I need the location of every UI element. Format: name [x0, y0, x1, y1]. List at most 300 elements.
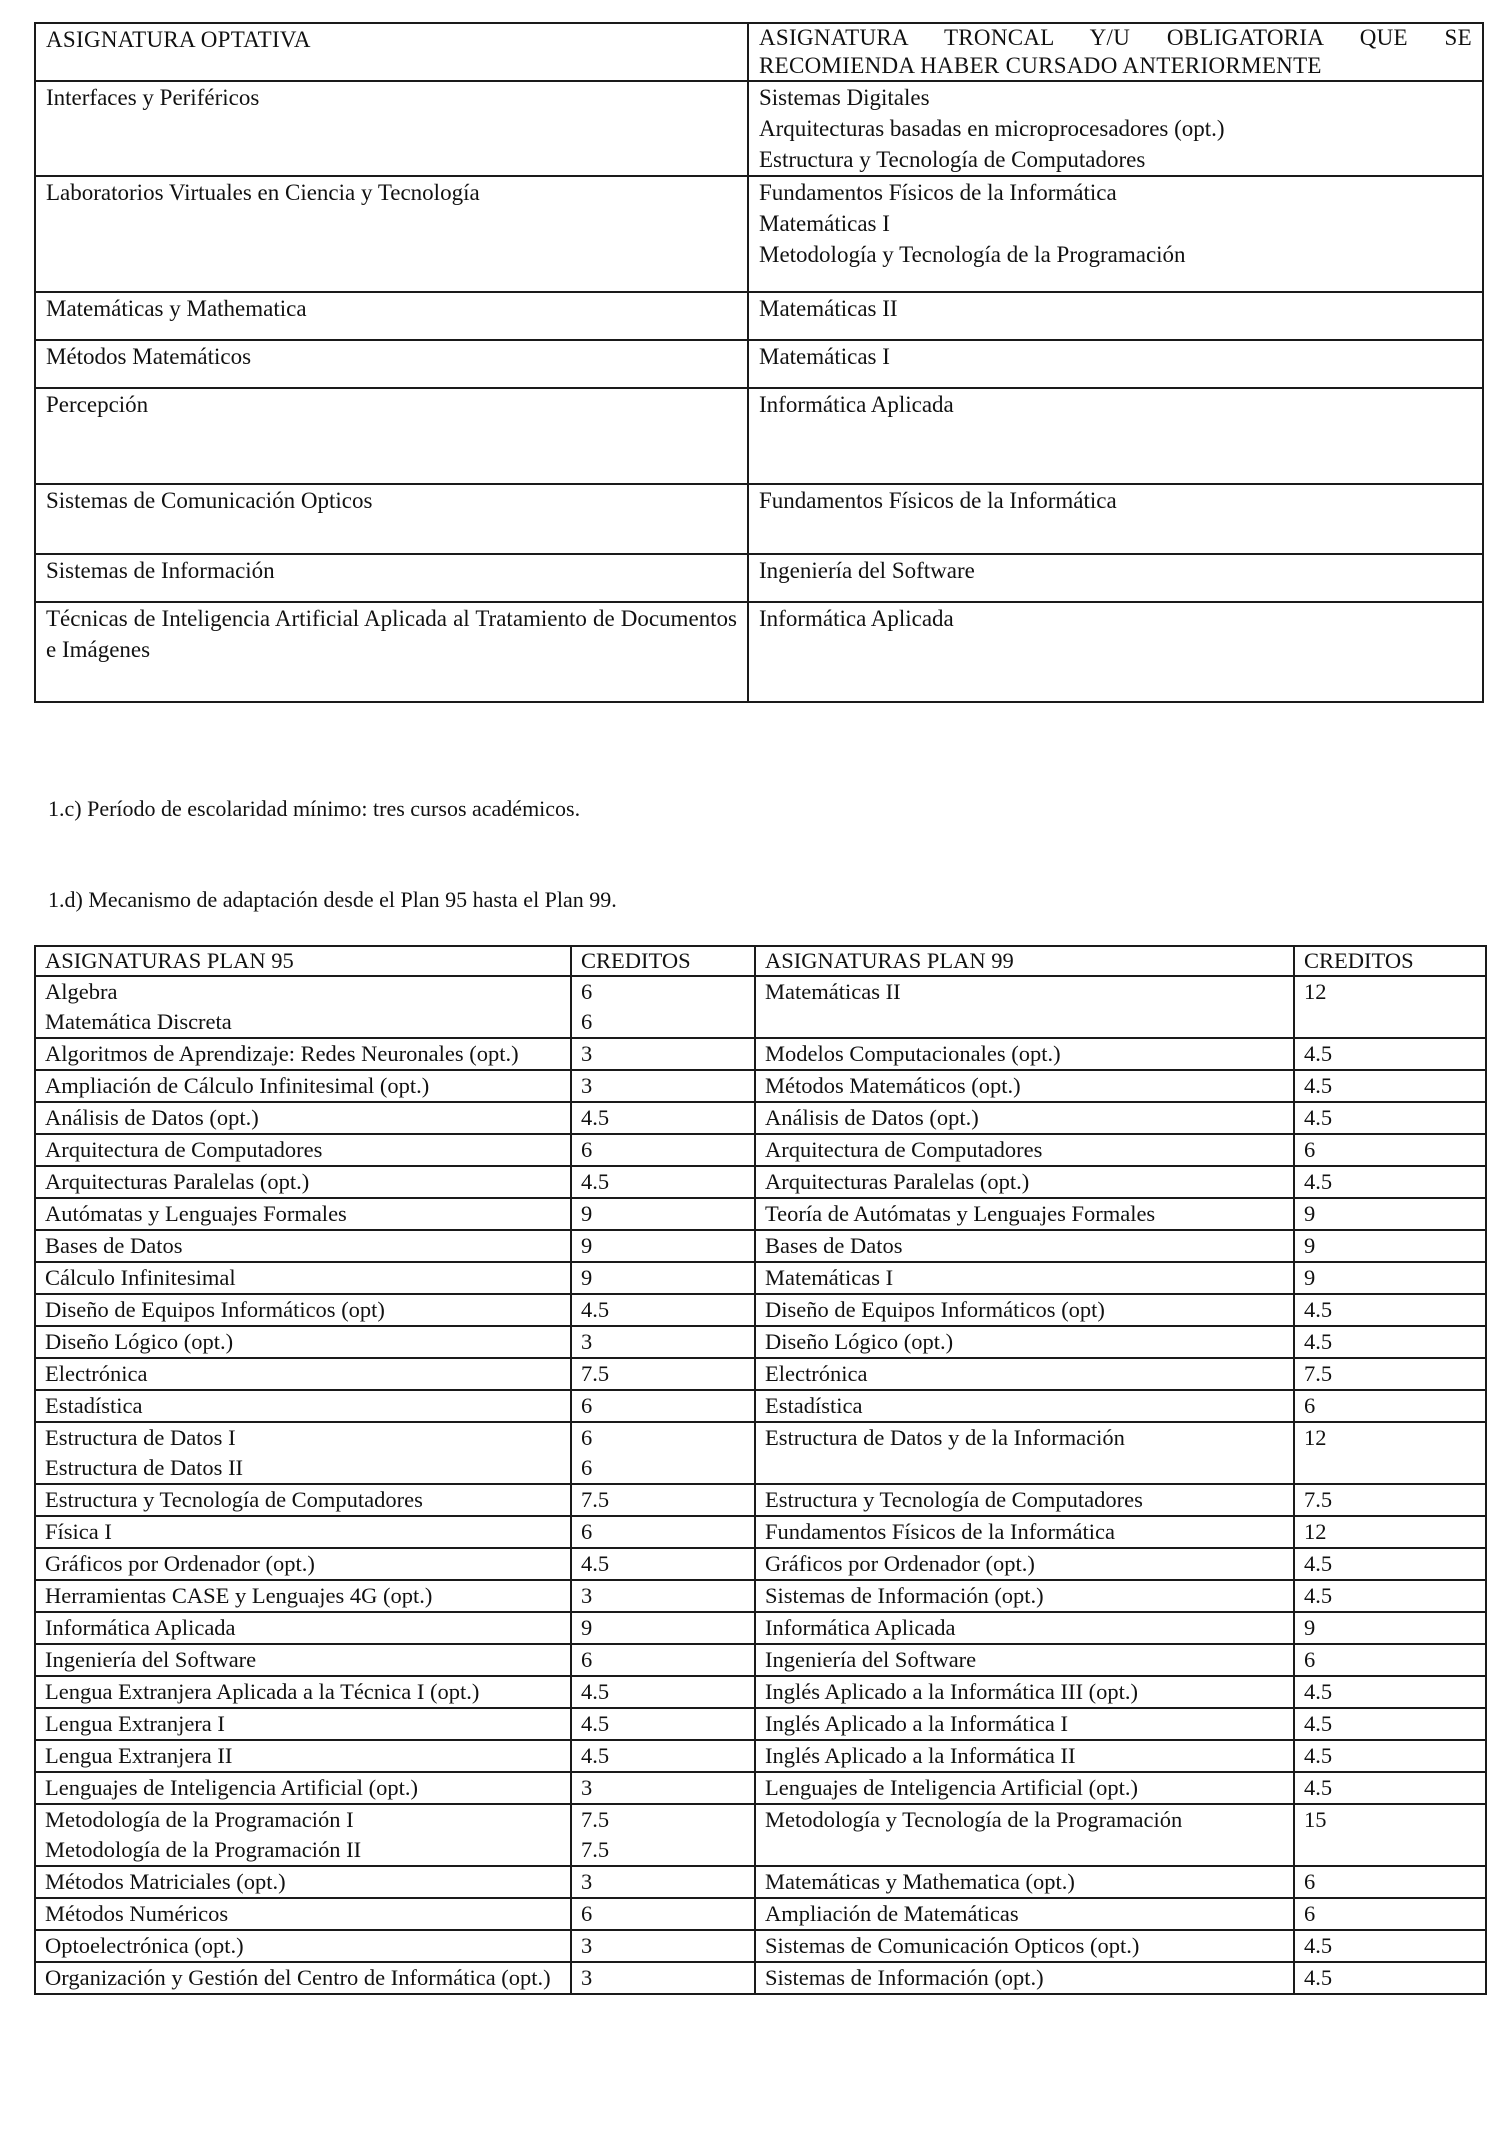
creditos99-cell: [1294, 1262, 1486, 1294]
adaptation-row: [35, 1326, 1486, 1358]
optativa-cell: [35, 292, 748, 340]
optativas-row: [35, 340, 1483, 388]
plan99-cell-line: Inglés Aplicado a la Informática II: [765, 1743, 1076, 1768]
recomendada-cell: [748, 484, 1483, 554]
creditos99-cell: [1294, 1708, 1486, 1740]
creditos99-cell-line: 4.5: [1304, 1169, 1333, 1194]
creditos99-cell: [1294, 1580, 1486, 1612]
creditos99-cell: [1294, 1644, 1486, 1676]
optativas-table: [34, 22, 1484, 703]
plan95-cell: [35, 1484, 571, 1516]
creditos95-cell: [571, 1804, 755, 1866]
creditos99-cell-line: 6: [1304, 1137, 1316, 1162]
creditos95-cell-line: 6: [581, 1009, 593, 1034]
recomendada-cell-line: Matemáticas II: [759, 296, 898, 321]
plan99-cell: [755, 1898, 1294, 1930]
creditos99-cell-line: 12: [1304, 979, 1327, 1004]
plan95-cell-line: Ingeniería del Software: [45, 1647, 257, 1672]
creditos99-cell: [1294, 1198, 1486, 1230]
optativas-row: [35, 484, 1483, 554]
plan95-cell-line: Diseño de Equipos Informáticos (opt): [45, 1297, 385, 1322]
creditos95-cell-line: 4.5: [581, 1679, 610, 1704]
plan99-cell-line: Matemáticas II: [765, 979, 901, 1004]
creditos99-cell-line: 4.5: [1304, 1965, 1333, 1990]
adaptation-row: [35, 1070, 1486, 1102]
plan99-cell: [755, 1708, 1294, 1740]
adaptation-row: [35, 1358, 1486, 1390]
creditos95-cell: [571, 1548, 755, 1580]
creditos95-cell-line: 3: [581, 1329, 593, 1354]
creditos99-cell: [1294, 1166, 1486, 1198]
plan95-cell: [35, 1866, 571, 1898]
plan99-cell-line: Metodología y Tecnología de la Programación: [765, 1807, 1183, 1832]
creditos95-cell-line: 3: [581, 1933, 593, 1958]
creditos99-cell-line: 12: [1304, 1425, 1327, 1450]
plan95-cell-line: Electrónica: [45, 1361, 148, 1386]
creditos99-cell-line: 15: [1304, 1807, 1327, 1832]
plan95-cell: [35, 1548, 571, 1580]
plan95-cell-line: Física I: [45, 1519, 112, 1544]
optativas-row: [35, 388, 1483, 484]
adaptacion-paragraph: 1.d) Mecanismo de adaptación desde el Plan 95 hasta el Plan 99.: [48, 887, 617, 912]
creditos95-cell-line: 4.5: [581, 1743, 610, 1768]
creditos95-cell-line: 6: [581, 1647, 593, 1672]
creditos95-cell: [571, 1230, 755, 1262]
plan95-cell-line: Algebra: [45, 979, 118, 1004]
recomendada-cell: [748, 292, 1483, 340]
optativas-table-body: [35, 23, 1483, 702]
plan95-cell: [35, 1358, 571, 1390]
creditos99-cell-line: 4.5: [1304, 1583, 1333, 1608]
creditos95-cell-line: 9: [581, 1615, 593, 1640]
creditos95-cell-line: 6: [581, 979, 593, 1004]
creditos95-cell: [571, 976, 755, 1038]
creditos99-cell: [1294, 1326, 1486, 1358]
header-recomendada: ASIGNATURA TRONCAL Y/U OBLIGATORIA QUE SE RECOMIENDA HABER CURSADO ANTERIORMENTE: [748, 23, 1483, 81]
plan99-cell: [755, 1422, 1294, 1484]
adaptation-row: [35, 1294, 1486, 1326]
plan99-cell: [755, 1644, 1294, 1676]
adaptation-row: [35, 976, 1486, 1038]
creditos95-cell: [571, 1772, 755, 1804]
creditos99-cell: [1294, 976, 1486, 1038]
optativas-row: [35, 176, 1483, 292]
recomendada-cell: [748, 340, 1483, 388]
creditos95-cell-line: 6: [581, 1901, 593, 1926]
adaptation-header-row: [35, 946, 1486, 976]
creditos95-cell: [571, 1294, 755, 1326]
creditos95-cell-line: 3: [581, 1041, 593, 1066]
plan99-cell-line: Diseño Lógico (opt.): [765, 1329, 954, 1354]
plan95-cell: [35, 1230, 571, 1262]
creditos99-cell: [1294, 1422, 1486, 1484]
creditos99-cell: [1294, 1676, 1486, 1708]
creditos99-cell: [1294, 1070, 1486, 1102]
plan99-cell-line: Gráficos por Ordenador (opt.): [765, 1551, 1035, 1576]
plan99-cell: [755, 1230, 1294, 1262]
creditos95-cell: [571, 1134, 755, 1166]
plan95-cell-line: Ampliación de Cálculo Infinitesimal (opt.): [45, 1073, 430, 1098]
plan99-cell: [755, 1516, 1294, 1548]
creditos99-cell-line: 4.5: [1304, 1679, 1333, 1704]
header-optativa: ASIGNATURA OPTATIVA: [35, 23, 748, 81]
adaptation-table-body: [35, 946, 1486, 1994]
header-creditos99: CREDITOS: [1294, 946, 1486, 976]
creditos95-cell: [571, 1070, 755, 1102]
optativa-cell-line: Matemáticas y Mathematica: [46, 296, 307, 321]
optativas-row: [35, 292, 1483, 340]
plan99-cell-line: Matemáticas y Mathematica (opt.): [765, 1869, 1075, 1894]
plan95-cell-line: Análisis de Datos (opt.): [45, 1105, 259, 1130]
creditos99-cell: [1294, 1548, 1486, 1580]
adaptation-row: [35, 1740, 1486, 1772]
plan95-cell: [35, 1134, 571, 1166]
creditos99-cell: [1294, 1772, 1486, 1804]
optativa-cell: [35, 388, 748, 484]
creditos99-cell-line: 4.5: [1304, 1743, 1333, 1768]
creditos99-cell-line: 4.5: [1304, 1933, 1333, 1958]
adaptation-row: [35, 1102, 1486, 1134]
creditos99-cell-line: 7.5: [1304, 1361, 1333, 1386]
optativa-cell-line: Laboratorios Virtuales en Ciencia y Tecnología: [46, 180, 480, 205]
plan95-cell: [35, 1930, 571, 1962]
header-creditos95: CREDITOS: [571, 946, 755, 976]
creditos99-cell-line: 6: [1304, 1901, 1316, 1926]
recomendada-cell-line: Metodología y Tecnología de la Programación: [759, 242, 1186, 267]
creditos99-cell: [1294, 1294, 1486, 1326]
creditos95-cell-line: 3: [581, 1869, 593, 1894]
header-plan95: ASIGNATURAS PLAN 95: [35, 946, 571, 976]
creditos95-cell: [571, 1898, 755, 1930]
plan95-cell-line: Arquitecturas Paralelas (opt.): [45, 1169, 310, 1194]
plan99-cell: [755, 1038, 1294, 1070]
plan95-cell: [35, 1262, 571, 1294]
creditos95-cell: [571, 1580, 755, 1612]
plan99-cell: [755, 1484, 1294, 1516]
optativa-cell-line: Sistemas de Comunicación Opticos: [46, 488, 373, 513]
plan99-cell-line: Estructura de Datos y de la Información: [765, 1425, 1125, 1450]
creditos99-cell: [1294, 1962, 1486, 1994]
plan95-cell-line: Métodos Numéricos: [45, 1901, 229, 1926]
adaptation-row: [35, 1772, 1486, 1804]
plan95-cell: [35, 1166, 571, 1198]
plan99-cell: [755, 1390, 1294, 1422]
creditos95-cell: [571, 1484, 755, 1516]
plan95-cell-line: Organización y Gestión del Centro de Informática (opt.): [45, 1965, 551, 1990]
creditos95-cell-line: 3: [581, 1965, 593, 1990]
creditos95-cell: [571, 1516, 755, 1548]
plan95-cell-line: Diseño Lógico (opt.): [45, 1329, 234, 1354]
plan95-cell-line: Matemática Discreta: [45, 1009, 232, 1034]
plan95-cell-line: Estructura de Datos II: [45, 1455, 244, 1480]
creditos99-cell: [1294, 1230, 1486, 1262]
plan99-cell-line: Sistemas de Información (opt.): [765, 1965, 1044, 1990]
creditos95-cell: [571, 1038, 755, 1070]
recomendada-cell-line: Estructura y Tecnología de Computadores: [759, 147, 1146, 172]
adaptation-row: [35, 1038, 1486, 1070]
creditos95-cell-line: 9: [581, 1201, 593, 1226]
creditos95-cell-line: 7.5: [581, 1837, 610, 1862]
optativas-header-row: [35, 23, 1483, 81]
plan99-cell: [755, 1676, 1294, 1708]
creditos99-cell-line: 4.5: [1304, 1073, 1333, 1098]
plan99-cell: [755, 1166, 1294, 1198]
plan95-cell: [35, 1294, 571, 1326]
adaptation-row: [35, 1166, 1486, 1198]
plan99-cell-line: Modelos Computacionales (opt.): [765, 1041, 1061, 1066]
plan95-cell: [35, 1580, 571, 1612]
creditos99-cell-line: 9: [1304, 1201, 1316, 1226]
plan99-cell: [755, 1134, 1294, 1166]
creditos95-cell-line: 3: [581, 1775, 593, 1800]
plan99-cell-line: Métodos Matemáticos (opt.): [765, 1073, 1021, 1098]
recomendada-cell-line: Informática Aplicada: [759, 392, 954, 417]
creditos99-cell-line: 9: [1304, 1233, 1316, 1258]
plan99-cell-line: Sistemas de Comunicación Opticos (opt.): [765, 1933, 1140, 1958]
optativa-cell: [35, 176, 748, 292]
optativa-cell: [35, 602, 748, 702]
adaptation-row: [35, 1548, 1486, 1580]
creditos99-cell-line: 7.5: [1304, 1487, 1333, 1512]
plan95-cell-line: Lengua Extranjera II: [45, 1743, 233, 1768]
plan95-cell-line: Lengua Extranjera Aplicada a la Técnica I (opt.): [45, 1679, 480, 1704]
plan95-cell: [35, 1070, 571, 1102]
optativa-cell: [35, 81, 748, 176]
creditos99-cell: [1294, 1102, 1486, 1134]
plan99-cell: [755, 1358, 1294, 1390]
plan99-cell: [755, 1962, 1294, 1994]
optativas-row: [35, 602, 1483, 702]
plan95-cell: [35, 1740, 571, 1772]
creditos99-cell-line: 4.5: [1304, 1041, 1333, 1066]
creditos99-cell: [1294, 1134, 1486, 1166]
optativa-cell-line: Métodos Matemáticos: [46, 344, 252, 369]
optativa-cell: [35, 554, 748, 602]
plan99-cell: [755, 1262, 1294, 1294]
plan95-cell: [35, 1516, 571, 1548]
creditos99-cell-line: 4.5: [1304, 1297, 1333, 1322]
creditos99-cell: [1294, 1740, 1486, 1772]
adaptation-row: [35, 1644, 1486, 1676]
plan99-cell: [755, 1102, 1294, 1134]
recomendada-cell: [748, 81, 1483, 176]
creditos95-cell: [571, 1198, 755, 1230]
plan99-cell-line: Arquitectura de Computadores: [765, 1137, 1043, 1162]
plan99-cell: [755, 1294, 1294, 1326]
plan95-cell: [35, 1708, 571, 1740]
creditos99-cell: [1294, 1898, 1486, 1930]
creditos95-cell: [571, 1930, 755, 1962]
plan99-cell-line: Ampliación de Matemáticas: [765, 1901, 1019, 1926]
creditos95-cell-line: 4.5: [581, 1297, 610, 1322]
plan99-cell: [755, 1772, 1294, 1804]
adaptation-row: [35, 1484, 1486, 1516]
plan95-cell-line: Gráficos por Ordenador (opt.): [45, 1551, 315, 1576]
adaptation-row: [35, 1804, 1486, 1866]
adaptation-row: [35, 1930, 1486, 1962]
plan99-cell-line: Inglés Aplicado a la Informática III (opt.): [765, 1679, 1138, 1704]
creditos99-cell: [1294, 1038, 1486, 1070]
creditos99-cell-line: 4.5: [1304, 1711, 1333, 1736]
creditos99-cell: [1294, 1612, 1486, 1644]
creditos95-cell-line: 7.5: [581, 1807, 610, 1832]
creditos99-cell-line: 9: [1304, 1615, 1316, 1640]
plan99-cell-line: Inglés Aplicado a la Informática I: [765, 1711, 1069, 1736]
plan95-cell-line: Algoritmos de Aprendizaje: Redes Neuronales (opt.): [45, 1041, 519, 1066]
creditos99-cell: [1294, 1866, 1486, 1898]
creditos99-cell: [1294, 1930, 1486, 1962]
plan95-cell: [35, 1422, 571, 1484]
plan95-cell-line: Arquitectura de Computadores: [45, 1137, 323, 1162]
creditos99-cell-line: 9: [1304, 1265, 1316, 1290]
creditos95-cell-line: 6: [581, 1393, 593, 1418]
plan95-cell: [35, 1676, 571, 1708]
creditos95-cell: [571, 1422, 755, 1484]
creditos95-cell-line: 9: [581, 1265, 593, 1290]
creditos95-cell: [571, 1866, 755, 1898]
plan95-cell-line: Lenguajes de Inteligencia Artificial (opt.): [45, 1775, 418, 1800]
recomendada-cell-line: Ingeniería del Software: [759, 558, 975, 583]
optativa-cell-line: Técnicas de Inteligencia Artificial Aplicada al Tratamiento de Documentos e Imágenes: [46, 606, 737, 662]
plan99-cell: [755, 1740, 1294, 1772]
adaptation-row: [35, 1580, 1486, 1612]
creditos95-cell: [571, 1676, 755, 1708]
optativa-cell: [35, 484, 748, 554]
creditos95-cell-line: 3: [581, 1073, 593, 1098]
creditos99-cell-line: 12: [1304, 1519, 1327, 1544]
creditos99-cell-line: 4.5: [1304, 1551, 1333, 1576]
escolaridad-paragraph: 1.c) Período de escolaridad mínimo: tres cursos académicos.: [48, 796, 581, 821]
creditos99-cell-line: 4.5: [1304, 1329, 1333, 1354]
adaptation-row: [35, 1422, 1486, 1484]
recomendada-cell-line: Fundamentos Físicos de la Informática: [759, 488, 1117, 513]
plan99-cell: [755, 1198, 1294, 1230]
plan99-cell-line: Ingeniería del Software: [765, 1647, 977, 1672]
creditos95-cell-line: 6: [581, 1425, 593, 1450]
plan99-cell: [755, 1612, 1294, 1644]
creditos99-cell: [1294, 1390, 1486, 1422]
plan99-cell-line: Estadística: [765, 1393, 863, 1418]
plan95-cell: [35, 1102, 571, 1134]
plan95-cell-line: Lengua Extranjera I: [45, 1711, 225, 1736]
adaptation-row: [35, 1134, 1486, 1166]
plan95-cell: [35, 1612, 571, 1644]
creditos95-cell: [571, 1102, 755, 1134]
creditos95-cell: [571, 1708, 755, 1740]
creditos95-cell: [571, 1326, 755, 1358]
adaptation-row: [35, 1262, 1486, 1294]
plan99-cell-line: Fundamentos Físicos de la Informática: [765, 1519, 1115, 1544]
plan95-cell: [35, 1804, 571, 1866]
plan99-cell-line: Arquitecturas Paralelas (opt.): [765, 1169, 1030, 1194]
plan95-cell-line: Autómatas y Lenguajes Formales: [45, 1201, 347, 1226]
plan95-cell-line: Estadística: [45, 1393, 143, 1418]
adaptation-row: [35, 1676, 1486, 1708]
plan95-cell: [35, 1038, 571, 1070]
creditos95-cell-line: 4.5: [581, 1169, 610, 1194]
creditos95-cell-line: 4.5: [581, 1105, 610, 1130]
recomendada-cell: [748, 554, 1483, 602]
plan99-cell-line: Diseño de Equipos Informáticos (opt): [765, 1297, 1105, 1322]
recomendada-cell-line: Fundamentos Físicos de la Informática: [759, 180, 1117, 205]
optativas-row: [35, 554, 1483, 602]
creditos95-cell-line: 3: [581, 1583, 593, 1608]
plan99-cell-line: Lenguajes de Inteligencia Artificial (opt.): [765, 1775, 1138, 1800]
creditos95-cell-line: 6: [581, 1455, 593, 1480]
plan95-cell-line: Informática Aplicada: [45, 1615, 236, 1640]
adaptation-row: [35, 1516, 1486, 1548]
plan95-cell: [35, 1962, 571, 1994]
creditos99-cell: [1294, 1804, 1486, 1866]
recomendada-cell-line: Matemáticas I: [759, 344, 890, 369]
plan95-cell: [35, 1898, 571, 1930]
creditos95-cell: [571, 1740, 755, 1772]
recomendada-cell: [748, 602, 1483, 702]
plan99-cell-line: Teoría de Autómatas y Lenguajes Formales: [765, 1201, 1156, 1226]
optativa-cell: [35, 340, 748, 388]
creditos99-cell: [1294, 1516, 1486, 1548]
creditos99-cell-line: 6: [1304, 1393, 1316, 1418]
recomendada-cell-line: Informática Aplicada: [759, 606, 954, 631]
creditos95-cell-line: 4.5: [581, 1551, 610, 1576]
adaptation-row: [35, 1962, 1486, 1994]
plan95-cell-line: Estructura y Tecnología de Computadores: [45, 1487, 423, 1512]
plan99-cell: [755, 1548, 1294, 1580]
plan99-cell: [755, 1070, 1294, 1102]
optativa-cell-line: Sistemas de Información: [46, 558, 275, 583]
plan95-cell-line: Cálculo Infinitesimal: [45, 1265, 236, 1290]
creditos95-cell: [571, 1166, 755, 1198]
creditos95-cell-line: 4.5: [581, 1711, 610, 1736]
creditos95-cell: [571, 1612, 755, 1644]
optativa-cell-line: Percepción: [46, 392, 149, 417]
adaptation-row: [35, 1390, 1486, 1422]
creditos95-cell: [571, 1390, 755, 1422]
creditos99-cell-line: 6: [1304, 1869, 1316, 1894]
plan95-cell: [35, 976, 571, 1038]
plan95-cell-line: Herramientas CASE y Lenguajes 4G (opt.): [45, 1583, 433, 1608]
creditos95-cell: [571, 1262, 755, 1294]
plan99-cell: [755, 976, 1294, 1038]
plan99-cell: [755, 1866, 1294, 1898]
adaptation-row: [35, 1230, 1486, 1262]
adaptation-row: [35, 1708, 1486, 1740]
creditos95-cell: [571, 1962, 755, 1994]
plan99-cell: [755, 1804, 1294, 1866]
plan95-cell-line: Bases de Datos: [45, 1233, 183, 1258]
recomendada-cell-line: Arquitecturas basadas en microprocesadores (opt.): [759, 116, 1225, 141]
creditos99-cell-line: 4.5: [1304, 1105, 1333, 1130]
recomendada-cell: [748, 176, 1483, 292]
plan99-cell: [755, 1930, 1294, 1962]
plan99-cell: [755, 1580, 1294, 1612]
creditos95-cell-line: 9: [581, 1233, 593, 1258]
recomendada-cell: [748, 388, 1483, 484]
plan95-cell-line: Metodología de la Programación II: [45, 1837, 362, 1862]
creditos95-cell-line: 6: [581, 1519, 593, 1544]
adaptation-row: [35, 1898, 1486, 1930]
plan99-cell-line: Sistemas de Información (opt.): [765, 1583, 1044, 1608]
creditos95-cell: [571, 1644, 755, 1676]
adaptation-table: [34, 945, 1487, 1995]
plan95-cell: [35, 1644, 571, 1676]
creditos99-cell: [1294, 1358, 1486, 1390]
creditos95-cell-line: 6: [581, 1137, 593, 1162]
creditos95-cell-line: 7.5: [581, 1487, 610, 1512]
plan99-cell-line: Bases de Datos: [765, 1233, 903, 1258]
optativas-row: [35, 81, 1483, 176]
plan95-cell: [35, 1198, 571, 1230]
